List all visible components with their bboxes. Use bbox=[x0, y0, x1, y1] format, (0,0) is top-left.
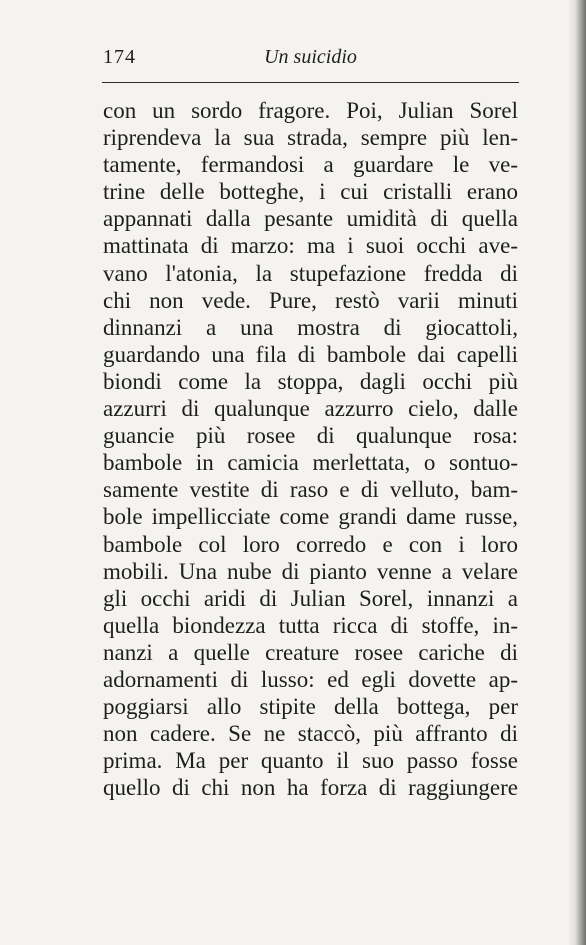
text-line: tamente, fermandosi a guardare le ve- bbox=[103, 152, 518, 178]
text-line: poggiarsi allo stipite della bottega, per bbox=[103, 694, 518, 720]
text-line: azzurri di qualunque azzurro cielo, dalle bbox=[103, 396, 518, 422]
text-line: vano l'atonia, la stupefazione fredda di bbox=[103, 260, 518, 286]
text-line: non cadere. Se ne staccò, più affranto di bbox=[103, 721, 518, 747]
text-line: nanzi a quelle creature rosee cariche di bbox=[103, 639, 518, 665]
text-line: bambole in camicia merlettata, o sontuo- bbox=[103, 450, 518, 476]
text-line: quello di chi non ha forza di raggiungere bbox=[103, 775, 518, 801]
body-text bbox=[103, 97, 518, 801]
text-line: trine delle botteghe, i cui cristalli erano bbox=[103, 179, 518, 205]
text-line: prima. Ma per quanto il suo passo fosse bbox=[103, 748, 518, 774]
text-line: mattinata di marzo: ma i suoi occhi ave- bbox=[103, 233, 518, 259]
page-number: 174 bbox=[103, 46, 136, 68]
text-line: bambole col loro corredo e con i loro bbox=[103, 531, 518, 557]
text-line: bole impellicciate come grandi dame russe, bbox=[103, 504, 518, 530]
text-line: samente vestite di raso e di velluto, bam- bbox=[103, 477, 518, 503]
text-line: quella biondezza tutta ricca di stoffe, in- bbox=[103, 612, 518, 638]
running-title: Un suicidio bbox=[264, 46, 357, 68]
text-line: adornamenti di lusso: ed egli dovette ap- bbox=[103, 666, 518, 692]
text-line: gli occhi aridi di Julian Sorel, innanzi a bbox=[103, 585, 518, 611]
text-line: biondi come la stoppa, dagli occhi più bbox=[103, 368, 518, 394]
text-line: mobili. Una nube di pianto venne a velare bbox=[103, 558, 518, 584]
page-edge-shadow bbox=[568, 0, 586, 945]
header-rule bbox=[102, 82, 519, 83]
text-line: con un sordo fragore. Poi, Julian Sorel bbox=[103, 98, 518, 123]
text-line: guardando una fila di bambole dai capelli bbox=[103, 341, 518, 367]
text-line: riprendeva la sua strada, sempre più len- bbox=[103, 125, 518, 151]
text-line: dinnanzi a una mostra di giocattoli, bbox=[103, 314, 518, 340]
page-header bbox=[103, 46, 518, 76]
text-line: appannati dalla pesante umidità di quella bbox=[103, 206, 518, 232]
text-line: guancie più rosee di qualunque rosa: bbox=[103, 423, 518, 449]
text-line: chi non vede. Pure, restò varii minuti bbox=[103, 287, 518, 313]
